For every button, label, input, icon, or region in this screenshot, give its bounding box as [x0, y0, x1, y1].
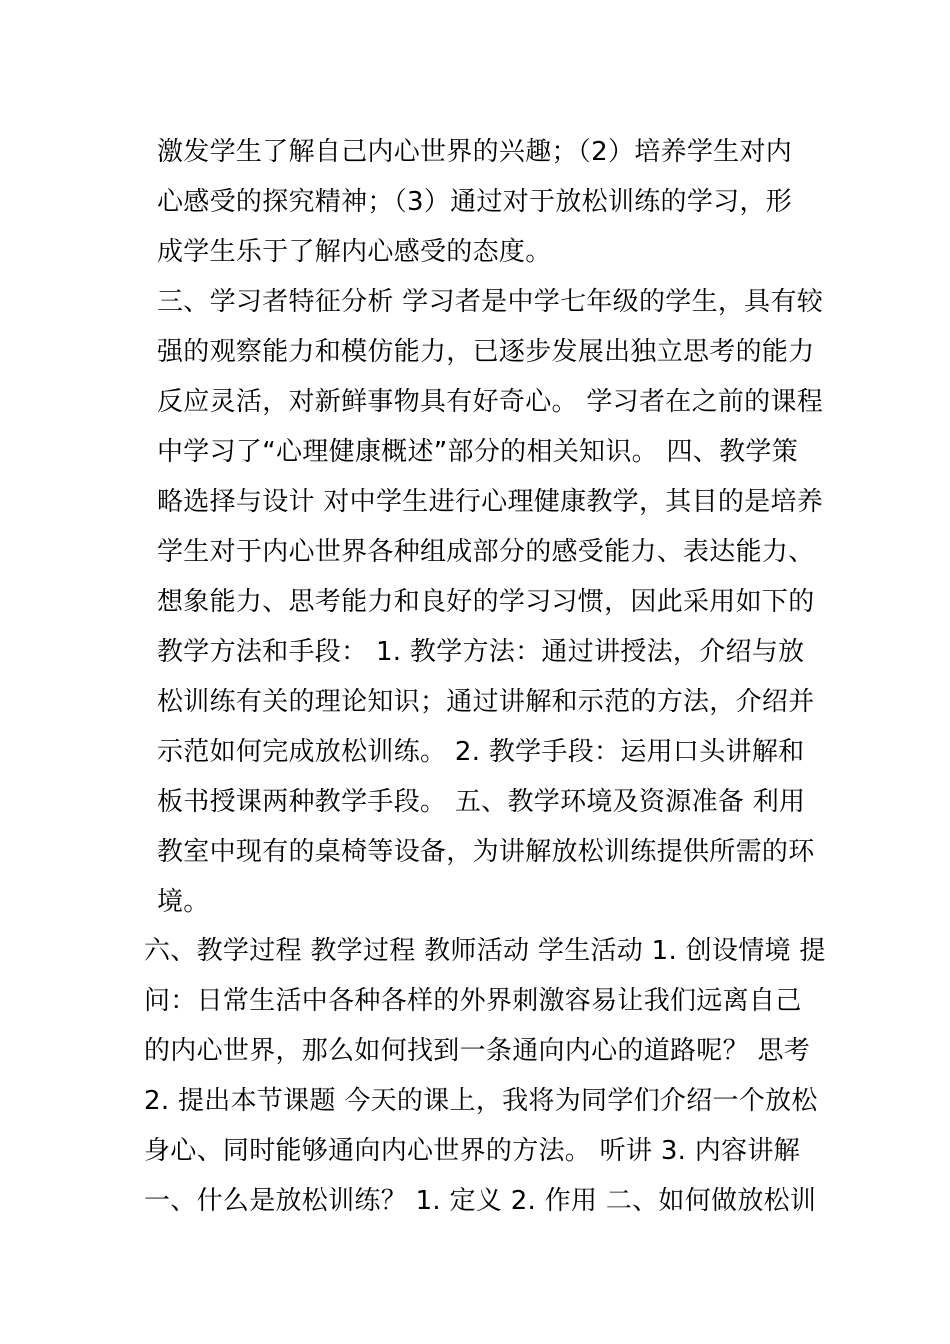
text-line: 一、什么是放松训练？ 1. 定义 2. 作用 二、如何做放松训	[144, 1186, 817, 1216]
text-line: 身心、同时能够通向内心世界的方法。 听讲 3. 内容讲解	[144, 1136, 801, 1166]
text-line: 学生对于内心世界各种组成部分的感受能力、表达能力、	[157, 537, 815, 567]
text-line: 略选择与设计 对中学生进行心理健康教学，其目的是培养	[157, 487, 824, 517]
text-line: 示范如何完成放松训练。 2. 教学手段：运用口头讲解和	[157, 737, 805, 767]
text-line: 三、学习者特征分析 学习者是中学七年级的学生，具有较	[157, 287, 824, 317]
text-line: 教学方法和手段： 1. 教学方法：通过讲授法，介绍与放	[157, 637, 805, 667]
text-line: 松训练有关的理论知识；通过讲解和示范的方法，介绍并	[157, 687, 815, 717]
text-line: 强的观察能力和模仿能力，已逐步发展出独立思考的能力	[157, 337, 815, 367]
text-line: 成学生乐于了解内心感受的态度。	[157, 237, 552, 267]
text-line: 境。	[157, 887, 210, 917]
text-line: 板书授课两种教学手段。 五、教学环境及资源准备 利用	[157, 787, 806, 817]
text-line: 中学习了“心理健康概述”部分的相关知识。 四、教学策	[157, 437, 799, 467]
text-line: 反应灵活，对新鲜事物具有好奇心。 学习者在之前的课程	[157, 387, 824, 417]
text-line: 六、教学过程 教学过程 教师活动 学生活动 1. 创设情境 提	[144, 936, 826, 966]
text-line: 激发学生了解自己内心世界的兴趣；（2）培养学生对内	[157, 137, 793, 167]
text-line: 的内心世界，那么如何找到一条通向内心的道路呢？ 思考	[144, 1036, 811, 1066]
text-line: 2. 提出本节课题 今天的课上，我将为同学们介绍一个放松	[144, 1086, 818, 1116]
text-line: 想象能力、思考能力和良好的学习习惯，因此采用如下的	[157, 587, 815, 617]
text-line: 心感受的探究精神；（3）通过对于放松训练的学习，形	[157, 187, 793, 217]
text-line: 教室中现有的桌椅等设备，为讲解放松训练提供所需的环	[157, 837, 815, 867]
text-line: 问：日常生活中各种各样的外界刺激容易让我们远离自己	[144, 986, 802, 1016]
